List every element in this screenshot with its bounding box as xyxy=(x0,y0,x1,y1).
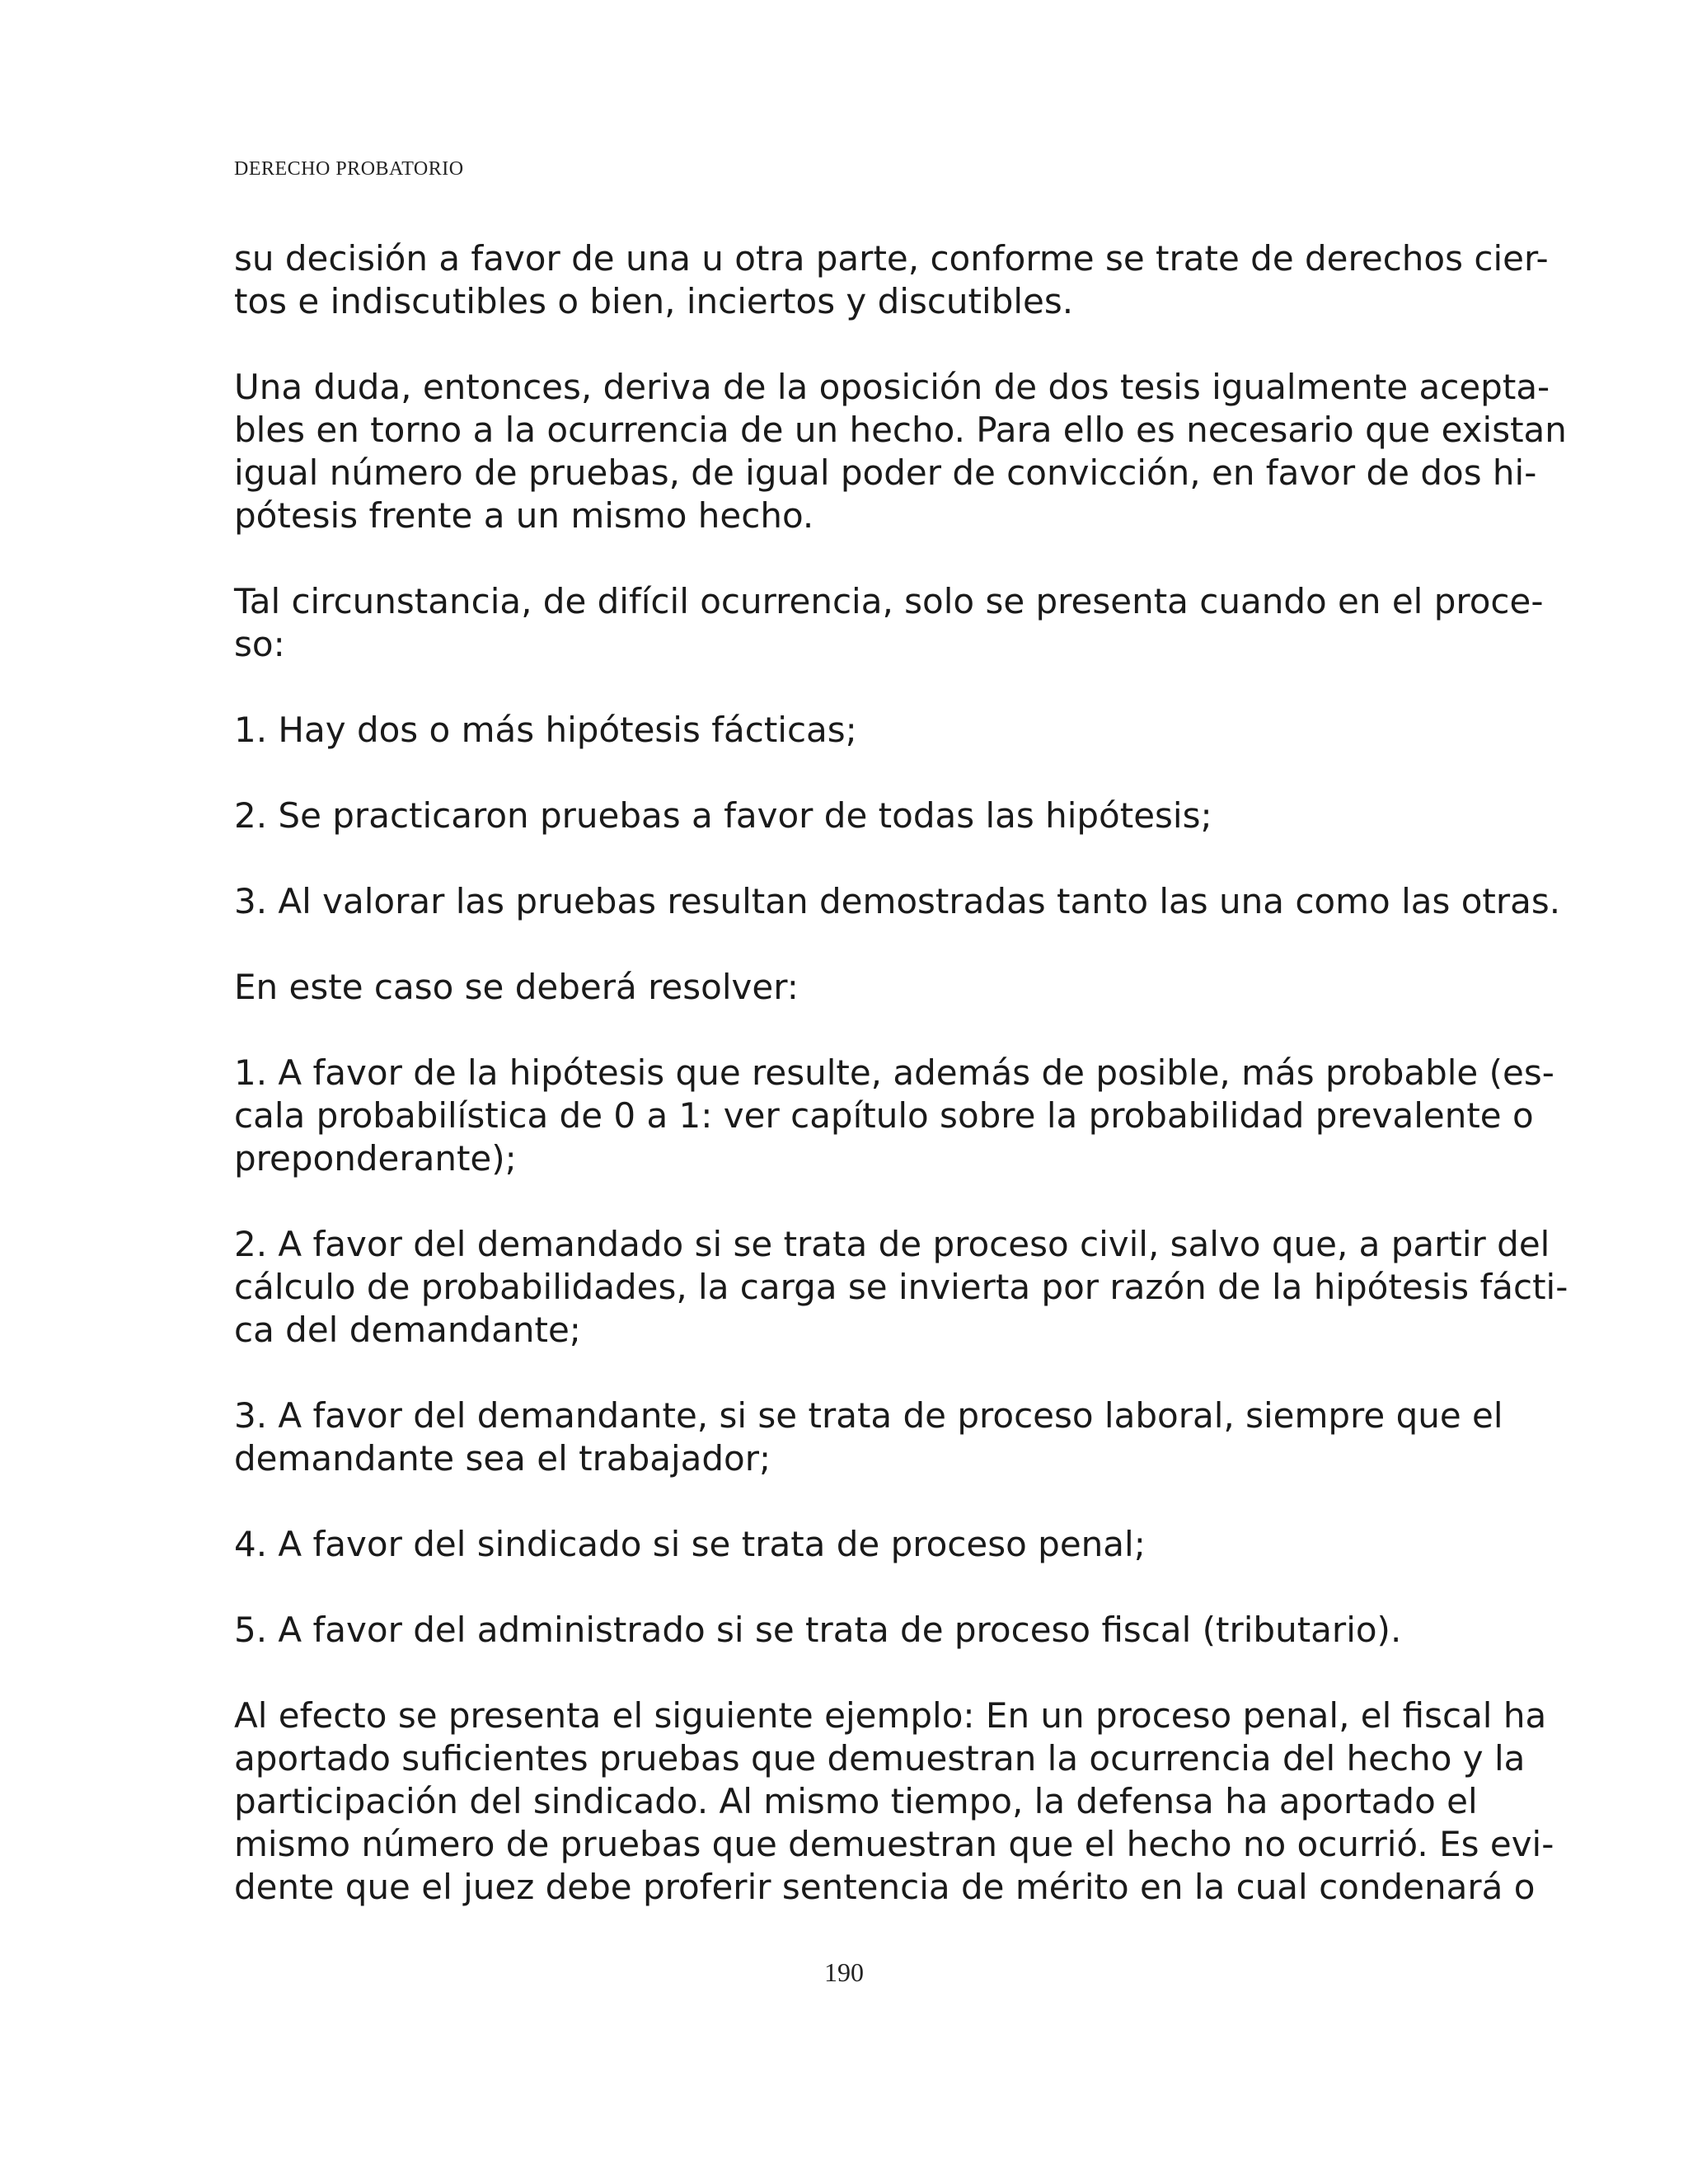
list-item xyxy=(234,709,1454,752)
text-line: 1. Hay dos o más hipótesis fácticas; xyxy=(234,710,857,750)
paragraph xyxy=(234,366,1567,537)
list-item xyxy=(234,1394,1503,1480)
list-item xyxy=(234,880,1561,923)
paragraph xyxy=(234,580,1544,666)
list-item xyxy=(234,1223,1568,1352)
text-line: En este caso se deberá resolver: xyxy=(234,967,799,1007)
text-line: 3. A favor del demandante, si se trata de proceso laboral, siempre que el xyxy=(234,1395,1503,1436)
list-item xyxy=(234,794,1454,837)
text-line: bles en torno a la ocurrencia de un hecho. Para ello es necesario que existan xyxy=(234,410,1567,450)
list-item xyxy=(234,1052,1554,1180)
text-line: su decisión a favor de una u otra parte, conforme se trate de derechos cier- xyxy=(234,238,1549,279)
text-line: ca del demandante; xyxy=(234,1310,581,1350)
paragraph xyxy=(234,966,1454,1009)
page-number: 190 xyxy=(824,1957,864,1987)
text-line: igual número de pruebas, de igual poder de convicción, en favor de dos hi- xyxy=(234,452,1537,493)
text-line: Tal circunstancia, de difícil ocurrencia, solo se presenta cuando en el proce- xyxy=(234,581,1544,621)
page-body xyxy=(234,237,1568,1952)
text-line: dente que el juez debe proferir sentencia de mérito en la cual condenará o xyxy=(234,1867,1536,1907)
text-line: pótesis frente a un mismo hecho. xyxy=(234,495,814,536)
text-line: demandante sea el trabajador; xyxy=(234,1438,771,1479)
text-line: mismo número de pruebas que demuestran que el hecho no ocurrió. Es evi- xyxy=(234,1824,1554,1864)
text-line: Una duda, entonces, deriva de la oposición de dos tesis igualmente acepta- xyxy=(234,367,1550,407)
text-line: 1. A favor de la hipótesis que resulte, además de posible, más probable (es- xyxy=(234,1052,1554,1093)
list-item xyxy=(234,1609,1454,1652)
list-item xyxy=(234,1523,1454,1566)
text-line: so: xyxy=(234,624,285,664)
text-line: 2. A favor del demandado si se trata de proceso civil, salvo que, a partir del xyxy=(234,1224,1550,1264)
text-line: Al efecto se presenta el siguiente ejemplo: En un proceso penal, el fiscal ha xyxy=(234,1695,1547,1736)
paragraph xyxy=(234,1694,1554,1909)
text-line: 2. Se practicaron pruebas a favor de todas las hipótesis; xyxy=(234,795,1212,836)
text-line: tos e indiscutibles o bien, inciertos y discutibles. xyxy=(234,281,1074,321)
text-line: cala probabilística de 0 a 1: ver capítulo sobre la probabilidad prevalente o xyxy=(234,1095,1534,1136)
text-line: participación del sindicado. Al mismo tiempo, la defensa ha aportado el xyxy=(234,1781,1478,1821)
running-header: DERECHO PROBATORIO xyxy=(234,158,464,180)
text-line: aportado suficientes pruebas que demuestran la ocurrencia del hecho y la xyxy=(234,1738,1526,1779)
text-line: 4. A favor del sindicado si se trata de proceso penal; xyxy=(234,1524,1146,1564)
text-line: 3. Al valorar las pruebas resultan demostradas tanto las una como las otras. xyxy=(234,881,1561,921)
paragraph xyxy=(234,237,1549,323)
text-line: cálculo de probabilidades, la carga se invierta por razón de la hipótesis fácti- xyxy=(234,1267,1568,1307)
text-line: preponderante); xyxy=(234,1138,517,1179)
text-line: 5. A favor del administrado si se trata de proceso fiscal (tributario). xyxy=(234,1610,1402,1650)
